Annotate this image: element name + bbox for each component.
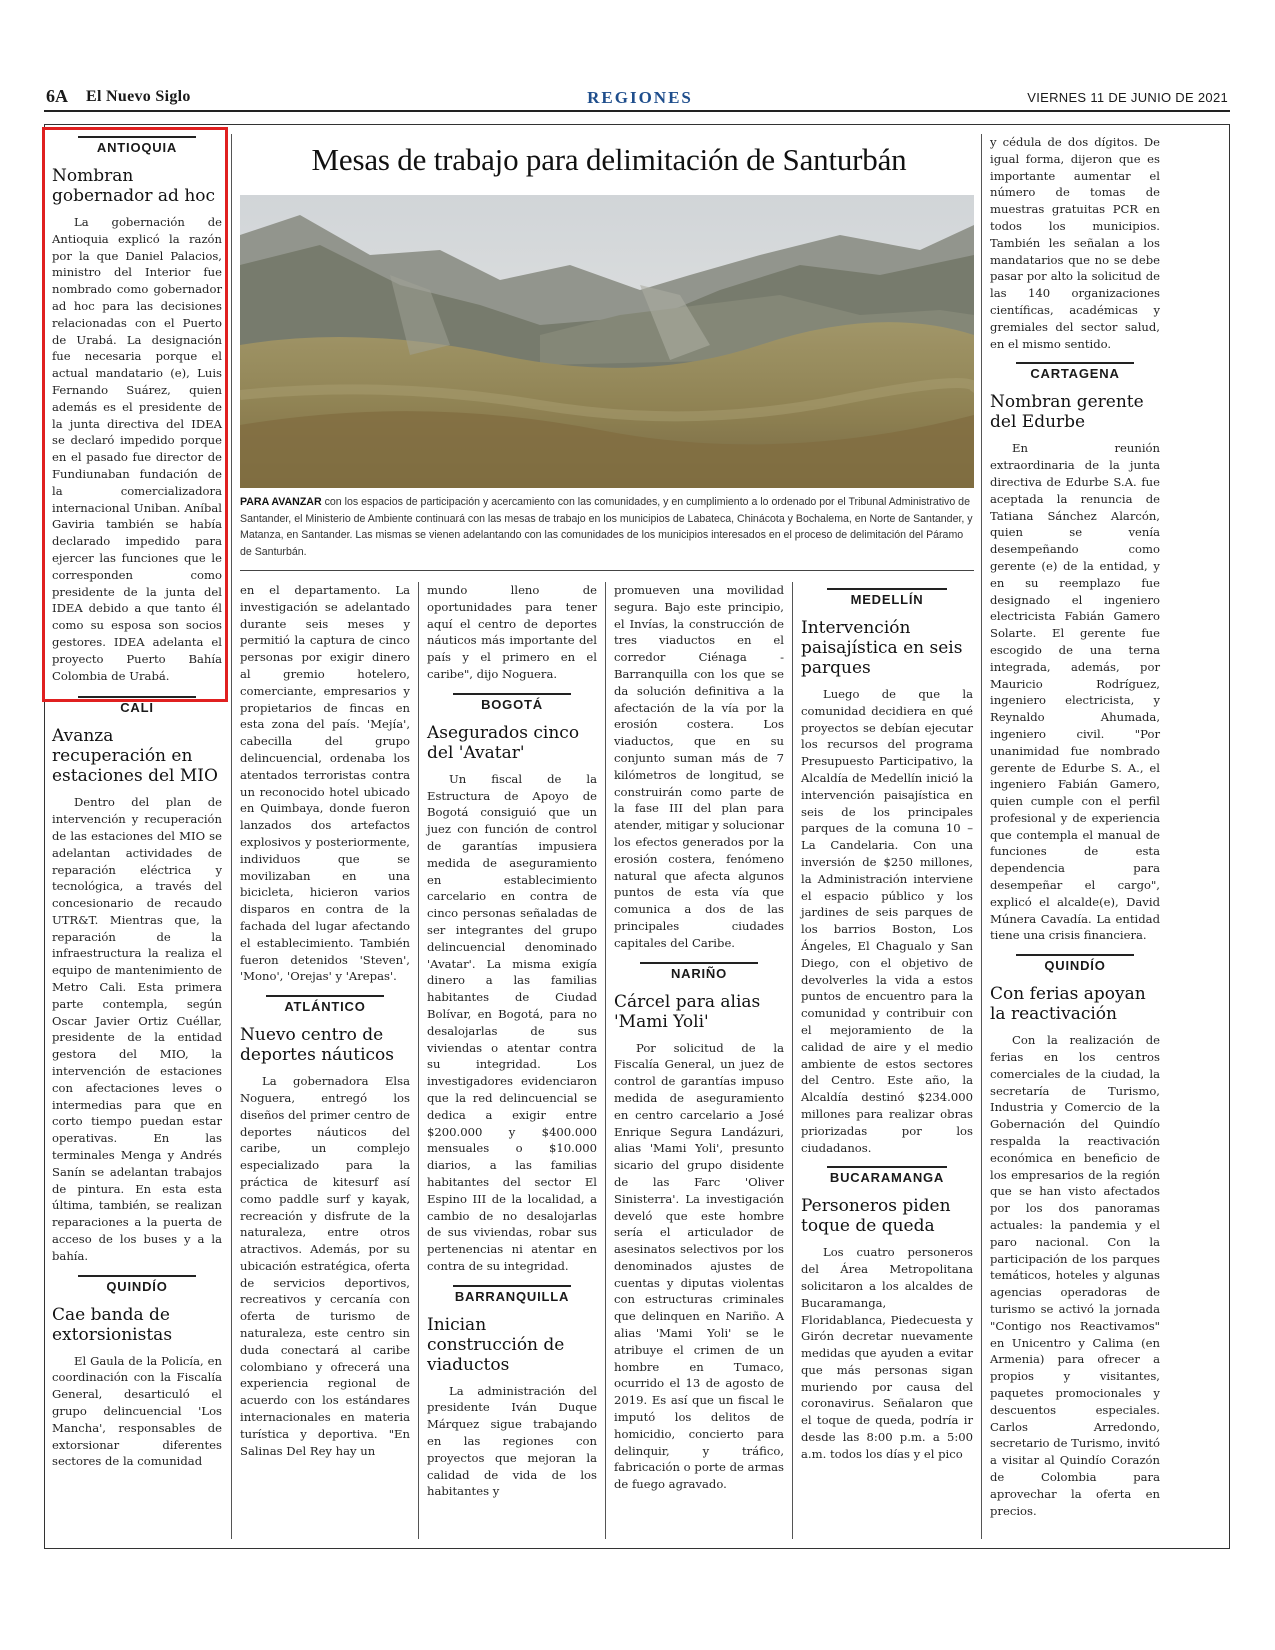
tag-quindio-2: QUINDÍO: [1016, 954, 1134, 976]
headline-cali: Avanza recuperación en estaciones del MIO: [52, 726, 218, 787]
headline-medellin: Intervención paisajística en seis parques: [801, 618, 963, 678]
main-story-title: Mesas de trabajo para delimitación de Santurbán: [311, 142, 907, 177]
mountain-landscape-photo: [240, 195, 974, 488]
column-3: [427, 582, 597, 1500]
headline-barranquilla: Inician construcción de viaductos: [427, 1314, 565, 1375]
body-cartagena: En reunión extraordinaria de la junta directiva de Edurbe S.A. fue aceptada la renuncia de Tatiana Sánchez Alarcón, quien se venía desempeñando como gerente (e) de la entidad, y en su reemplazo fue designado el ingeniero electricista Fabián Gamero Solarte. El gerente fue escogido de una terna integrada, además, por Mauricio Rodríguez, ingeniero electricista, y Reynaldo Ahumada, ingeniero civil. "Por unanimidad fue nombrado gerente de Edurbe S. A., el ingeniero Fabián Gamero, quien cumple con el perfil profesional y de experiencia que contempla el manual de funciones de esta dependencia para desempeñar el cargo", explicó el alcalde(e), David Múnera Cavadía. La entidad tiene una crisis financiera.: [990, 441, 1160, 943]
headline-bucaramanga: Personeros piden toque de queda: [801, 1196, 951, 1237]
column-6: [990, 134, 1160, 1519]
body-quindio-2: Con la realización de ferias en los centros comerciales de la ciudad, la secretaría de Turismo, Industria y Comercio de la Gobernación del Quindío respalda la reactivación económica en beneficio de los empresarios de la región que se han visto afectados por los dos panoramas actuales: la pandemia y el paro nacional. Con la participación de los parques temáticos, hoteles y algunas agencias operadoras de turismo se activó la jornada "Contigo nos Reactivamos" en Unicentro y Calima (en Armenia) para ofrecer a propios y visitantes, paquetes promocionales y descuentos especiales. Carlos Arredondo, secretario de Turismo, invitó a visitar al Quindío Corazón de Colombia para aprovechar la oferta en precios.: [990, 1033, 1160, 1518]
body-antioquia: La gobernación de Antioquia explicó la razón por la que Daniel Palacios, ministro del Interior fue nombrado como gobernador ad hoc para las decisiones relacionadas con el Puerto de Urabá. La designación fue necesaria porque el actual mandatario (e), Luis Fernando Suárez, quien además es el presidente de la junta directiva del IDEA se declaró impedido porque en el pasado fue director de Fundiunaban fundación de la comercializadora internacional Uniban. Aníbal Gaviria también se había declarado impedido para ejercer las funciones que le corresponden como presidente de la junta del IDEA debido a que tanto él como su esposa son socios gestores. IDEA adelanta el proyecto Puerto Bahía Colombia de Urabá.: [52, 215, 222, 683]
tag-narino: NARIÑO: [640, 962, 758, 984]
caption-lead: PARA AVANZAR: [240, 496, 322, 508]
column-4: [614, 582, 784, 1493]
column-divider: [981, 134, 982, 1539]
column-divider: [231, 134, 232, 1539]
page-number: 6A: [46, 86, 68, 106]
body-cali: Dentro del plan de intervención y recuperación de las estaciones del MIO se adelantan actividades de reparación eléctrica y tecnológica, a través del concesionario de recaudo UTR&T. Mientras que, la reparación de la infraestructura la realiza el equipo de mantenimiento de Metro Cali. Esta primera parte contempla, según Oscar Javier Ortiz Cuéllar, presidente de la entidad gestora del MIO, la intervención de estaciones con afectaciones leves o intermedias para que en corto tiempo puedan estar operativas. En las terminales Menga y Andrés Sanín se adelantan trabajos de pintura. En esta esta última, también, se realizan reparaciones a la puerta de acceso de los buses y a la bahía.: [52, 795, 222, 1263]
body-bucaramanga: Los cuatro personeros del Área Metropolitana solicitaron a los alcaldes de Bucaramanga, Floridablanca, Piedecuesta y Girón decretar nuevamente medidas que ayuden a evitar que más personas sigan muriendo por causa del coronavirus. Señalaron que el toque de queda, podría ir desde las 8:00 p.m. a 5:00 a.m. todos los días y el pico: [801, 1245, 973, 1461]
caption-text: con los espacios de participación y acercamiento con las comunidades, y en cumplimiento a lo ordenado por el Tribunal Administrativo de Santander, el Ministerio de Ambiente continuará con las mesas de trabajo en los municipios de Labateca, Chinácota y Bochalema, en Norte de Santander, y Matanza, en Santander. Las mismas se vienen adelantando con las comunidades de los municipios interesados en el proceso de delimitación del Páramo de Santurbán.: [240, 496, 973, 558]
issue-date: VIERNES 11 DE JUNIO DE 2021: [1027, 90, 1228, 105]
body-quindio-1: El Gaula de la Policía, en coordinación con la Fiscalía General, desarticuló el grupo delincuencial 'Los Mancha', responsables de extorsionar diferentes sectores de la comunidad: [52, 1353, 222, 1469]
newspaper-name: El Nuevo Siglo: [86, 88, 191, 105]
body-barranquilla-cont: promueven una movilidad segura. Bajo este principio, el Invías, la construcción de tres viaductos en el corredor Ciénaga - Barranquilla con los que se da solución definitiva a la afectación de la vía por la erosión costera. Los viaductos, que en su conjunto suman más de 7 kilómetros de longitud, se construirán como parte de la fase III del plan para atender, mitigar y solucionar los efectos generados por la erosión costera, fenómeno natural que afecta algunos puntos de esta vía que comunica a dos de las principales ciudades capitales del Caribe.: [614, 583, 784, 950]
tag-antioquia: ANTIOQUIA: [78, 136, 196, 158]
tag-bogota: BOGOTÁ: [453, 693, 571, 715]
photo-caption: [240, 494, 974, 560]
tag-quindio-1: QUINDÍO: [78, 1275, 196, 1297]
tag-barranquilla: BARRANQUILLA: [453, 1285, 571, 1307]
column-divider: [792, 582, 793, 1539]
caption-rule: [240, 570, 974, 571]
column-divider: [605, 582, 606, 1539]
body-barranquilla: La administración del presidente Iván Duque Márquez sigue trabajando en las regiones con proyectos que mejoran la calidad de vida de los habitantes y: [427, 1383, 597, 1499]
body-atlantico-cont: mundo lleno de oportunidades para tener aquí el centro de deportes náuticos más importante del país y el primero en el caribe", dijo Noguera.: [427, 583, 597, 681]
headline-antioquia: Nombran gobernador ad hoc: [52, 166, 216, 206]
headline-quindio-1: Cae banda de extorsionistas: [52, 1304, 173, 1345]
body-bogota: Un fiscal de la Estructura de Apoyo de Bogotá consiguió que un juez con función de control de garantías impusiera medida de aseguramiento en establecimiento carcelario en contra de cinco personas señaladas de ser integrantes del grupo delincuencial denominado 'Avatar'. La misma exigía dinero a las familias habitantes de Ciudad Bolívar, en Bogotá, para no desalojarlas de sus viviendas o atentar contra su integridad. Los investigadores evidenciaron que la red delincuencial se dedica a exigir entre $200.000 y $400.000 mensuales o $10.000 diarios, a las familias habitantes del sector El Espino III de la localidad, a cambio de no desalojarlas de sus viviendas, robar sus pertenencias ni atentar en contra de su integridad.: [427, 771, 597, 1273]
column-divider: [418, 582, 419, 1539]
body-bucaramanga-cont: y cédula de dos dígitos. De igual forma, dijeron que es importante aumentar el número de tomas de muestras gratuitas PCR en todos los municipios. También les señalan a los mandatarios que no se debe pasar por alto la solicitud de las 140 organizaciones científicas, académicas y gremiales del sector salud, en el mismo sentido.: [990, 135, 1160, 351]
tag-atlantico: ATLÁNTICO: [266, 995, 384, 1017]
headline-atlantico: Nuevo centro de deportes náuticos: [240, 1025, 394, 1066]
section-name: REGIONES: [587, 88, 693, 107]
highlight-box: [42, 127, 228, 702]
body-quindio-1-cont: en el departamento. La investigación se adelantado durante seis meses y permitió la captura de cinco personas por exigir dinero al gremio hotelero, comerciante, empresarios y propietarios de fincas en esta zona del país. 'Mejía', cabecilla del grupo delincuencial, ordenaba los atentados terroristas contra un reconocido hotel ubicado en Quimbaya, donde fueron lanzados dos artefactos explosivos y posteriormente, individuos que se movilizaban en una bicicleta, hicieron varios disparos en contra de la fachada del lugar afectando el establecimiento. También fueron detenidos 'Steven', 'Mono', 'Orejas' y 'Arepas'.: [240, 583, 410, 984]
body-atlantico: La gobernadora Elsa Noguera, entregó los diseños del primer centro de deportes náuticos del caribe, un complejo especializado para la práctica de kitesurf así como paddle surf y kayak, recreación y disfrute de la naturaleza, entre otros atractivos. Además, por su ubicación estratégica, oferta de servicios deportivos, recreativos y cercanía con oferta de turismo de naturaleza, este centro sin duda conectará al caribe colombiano y ofrecerá una experiencia regional de acuerdo con los estándares internacionales en materia turística y deportiva. "En Salinas Del Rey hay un: [240, 1074, 410, 1458]
headline-cartagena: Nombran gerente del Edurbe: [990, 392, 1144, 433]
tag-bucaramanga: BUCARAMANGA: [827, 1166, 947, 1188]
column-2: [240, 582, 410, 1459]
tag-cali: CALI: [78, 696, 196, 718]
body-narino: Por solicitud de la Fiscalía General, un juez de control de garantías impuso medida de aseguramiento en centro carcelario a José Enrique Segura Landázuri, alias 'Mami Yoli', presunto sicario del grupo disidente de las Farc 'Oliver Sinisterra'. La investigación develó que este hombre sería el articulador de asesinatos selectivos por los denominados ajustes de cuentas y diputas violentas con estructuras criminales que delinquen en Nariño. A alias 'Mami Yoli' se le atribuye el crimen de un hombre en Tumaco, ocurrido el 13 de agosto de 2019. Es así que un fiscal le imputó los delitos de homicidio, concierto para delinquir, y tráfico, fabricación o porte de armas de fuego agravado.: [614, 1040, 784, 1492]
tag-cartagena: CARTAGENA: [1016, 362, 1134, 384]
tag-medellin: MEDELLÍN: [827, 588, 947, 610]
headline-narino: Cárcel para alias 'Mami Yoli': [614, 991, 761, 1032]
column-5: [801, 582, 973, 1463]
headline-bogota: Asegurados cinco del 'Avatar': [427, 722, 580, 763]
masthead-rule: [44, 110, 1230, 112]
body-medellin: Luego de que la comunidad decidiera en qué proyectos se debían ejecutar los recursos del programa Presupuesto Participativo, la Alcaldía de Medellín inició la intervención paisajística en seis de los principales parques de la comuna 10 – La Candelaria. Con una inversión de $250 millones, la Administración interviene el espacio público y los jardines de seis parques de los barrios Boston, Los Ángeles, El Chagualo y San Diego, con el objetivo de devolverles la vida a estos puntos de encuentro para la comunidad y contribuir con el mejoramiento de la calidad de aire y el medio ambiente de estos sectores del Centro. Este año, la Alcaldía destinó $234.000 millones para realizar obras priorizadas por los ciudadanos.: [801, 687, 973, 1155]
headline-quindio-2: Con ferias apoyan la reactivación: [990, 984, 1146, 1025]
